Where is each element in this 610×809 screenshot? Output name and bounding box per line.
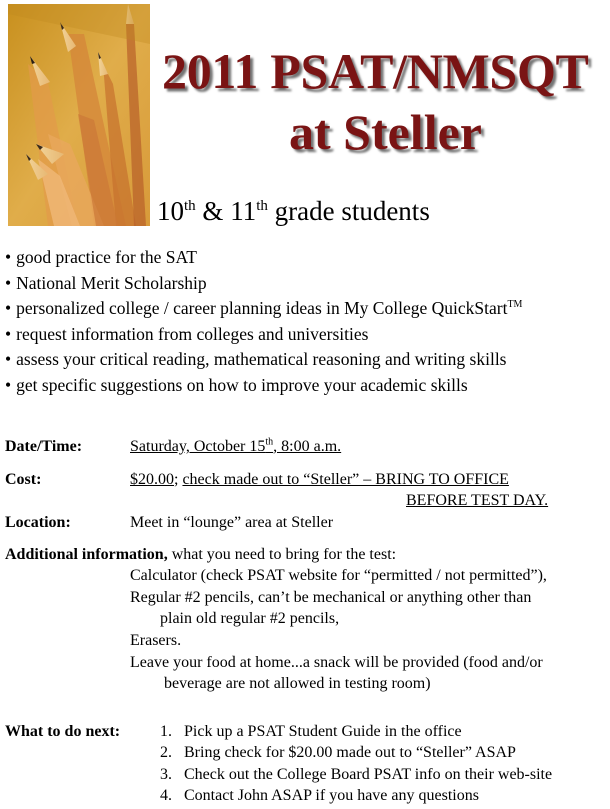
cost-value: $20.00; check made out to “Steller” – BRING TO OFFICE <box>130 471 509 488</box>
additional-item: plain old regular #2 pencils, <box>160 610 340 627</box>
subtitle-amp: & <box>195 196 231 226</box>
next-step-item: 2. Bring check for $20.00 made out to “Steller” ASAP <box>160 744 516 762</box>
colored-pencils-image <box>8 4 150 226</box>
additional-item: Leave your food at home...a snack will be provided (food and/or <box>130 654 543 671</box>
benefit-item: • good practice for the SAT <box>5 247 522 273</box>
additional-info-heading <box>5 546 396 564</box>
additional-info-label: Additional information, <box>5 546 168 563</box>
additional-info-intro: what you need to bring for the test: <box>167 546 397 563</box>
cost-deadline: BEFORE TEST DAY. <box>406 492 549 509</box>
grade-10: 10 <box>157 196 184 226</box>
trademark-mark: TM <box>507 299 523 311</box>
location-label: Location: <box>5 514 71 531</box>
grade-11-suffix: th <box>256 198 268 214</box>
grade-11: 11 <box>230 196 257 226</box>
additional-item: Calculator (check PSAT website for “permitted / not permitted”), <box>130 567 547 584</box>
next-step-item: 3. Check out the College Board PSAT info on their web-site <box>160 765 553 783</box>
additional-item: Erasers. <box>130 632 182 649</box>
benefits-list <box>5 247 522 400</box>
benefit-item: • assess your critical reading, mathematical reasoning and writing skills <box>5 349 522 375</box>
next-steps-label: What to do next: <box>5 723 121 740</box>
subtitle-rest: grade students <box>267 196 430 226</box>
cost-instructions: check made out to “Steller” – BRING TO OFFICE <box>182 471 509 488</box>
title-line-2: at Steller <box>289 104 482 160</box>
benefit-item: • request information from colleges and universities <box>5 324 522 350</box>
datetime-value: Saturday, October 15th, 8:00 a.m. <box>130 436 342 455</box>
datetime-label: Date/Time: <box>5 438 83 455</box>
cost-amount: $20.00 <box>130 471 174 488</box>
grade-10-suffix: th <box>184 198 196 214</box>
next-step-item: 4. Contact John ASAP if you have any questions <box>160 787 479 805</box>
next-steps-list <box>160 723 552 809</box>
next-step-item: 1. Pick up a PSAT Student Guide in the office <box>160 723 462 740</box>
title-line-1: 2011 PSAT/NMSQT <box>162 43 589 99</box>
cost-label: Cost: <box>5 471 42 488</box>
additional-item: Regular #2 pencils, can’t be mechanical or anything other than <box>130 589 532 606</box>
benefit-item: • National Merit Scholarship <box>5 273 522 299</box>
benefit-item: • personalized college / career planning ideas in My College QuickStart™ <box>5 298 522 324</box>
grade-subtitle <box>157 196 430 227</box>
additional-item: beverage are not allowed in testing room) <box>164 675 431 692</box>
location-value: Meet in “lounge” area at Steller <box>130 514 334 531</box>
benefit-item: • get specific suggestions on how to improve your academic skills <box>5 375 522 401</box>
